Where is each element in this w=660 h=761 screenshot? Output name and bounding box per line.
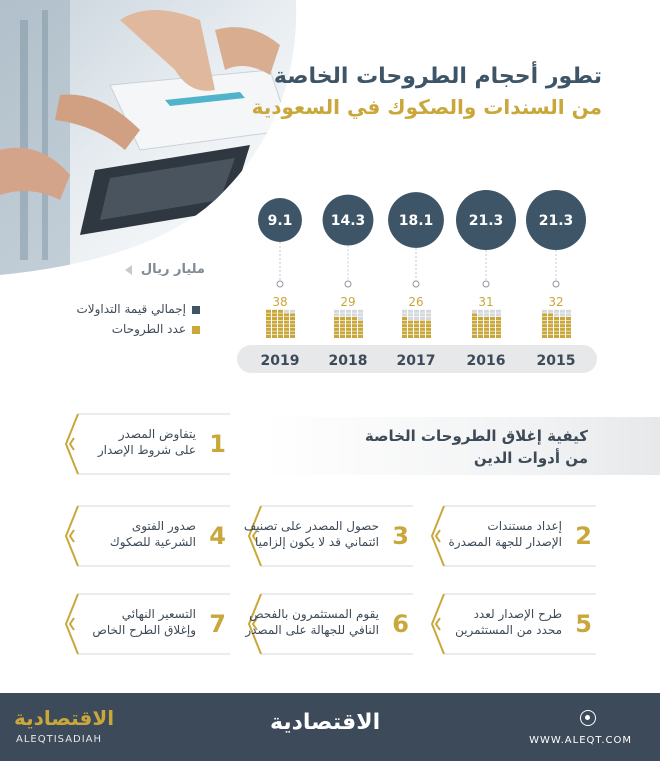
count-cell <box>548 313 553 316</box>
step-text-line2: محدد من المستثمرين <box>455 623 562 637</box>
count-cell <box>496 328 501 331</box>
count-cell <box>266 310 271 313</box>
step-text-line1: يتفاوض المصدر <box>118 427 196 441</box>
count-cell <box>426 313 431 316</box>
count-cell <box>548 335 553 338</box>
count-cell <box>278 321 283 324</box>
count-cell <box>414 321 419 324</box>
count-cell <box>542 328 547 331</box>
count-cell <box>560 324 565 327</box>
count-cell <box>272 313 277 316</box>
count-cell <box>278 310 283 313</box>
count-cell <box>484 331 489 334</box>
step-text-line1: التسعير النهائي <box>121 607 196 621</box>
globe-icon <box>580 710 596 726</box>
count-cell <box>402 321 407 324</box>
count-cell <box>346 335 351 338</box>
count-cell <box>566 321 571 324</box>
count-cell <box>278 313 283 316</box>
count-cell <box>566 328 571 331</box>
connector-dot <box>483 281 489 287</box>
count-cell <box>346 328 351 331</box>
count-cell <box>484 310 489 313</box>
count-cell <box>478 310 483 313</box>
connector-dot <box>277 281 283 287</box>
count-cell <box>284 313 289 316</box>
count-cell <box>272 324 277 327</box>
step-text-line1: حصول المصدر على تصنيف <box>243 519 379 533</box>
count-cell <box>420 331 425 334</box>
count-cell <box>420 317 425 320</box>
count-cell <box>266 328 271 331</box>
count-cell <box>284 317 289 320</box>
count-cell <box>420 310 425 313</box>
count-cell <box>352 321 357 324</box>
count-cell <box>472 321 477 324</box>
count-cell <box>478 317 483 320</box>
step-number: 4 <box>209 522 226 550</box>
step-text-line2: على شروط الإصدار <box>97 443 196 457</box>
count-cell <box>334 324 339 327</box>
count-cell <box>496 331 501 334</box>
count-cell <box>334 328 339 331</box>
count-cell <box>490 335 495 338</box>
connector-dot <box>553 281 559 287</box>
count-cell <box>414 317 419 320</box>
count-cell <box>414 328 419 331</box>
count-cell <box>358 317 363 320</box>
count-cell <box>426 335 431 338</box>
count-cell <box>490 313 495 316</box>
count-cell <box>490 328 495 331</box>
count-cell <box>542 324 547 327</box>
count-cell <box>548 317 553 320</box>
legend-count-series: عدد الطروحات <box>112 322 200 336</box>
count-cell <box>566 324 571 327</box>
count-cell <box>566 331 571 334</box>
count-cell <box>290 317 295 320</box>
count-label-2019: 38 <box>272 295 288 309</box>
step-card-7 <box>62 593 232 655</box>
count-cell <box>284 335 289 338</box>
count-cell <box>272 335 277 338</box>
value-label-2017: 18.1 <box>398 213 434 229</box>
count-cell <box>420 321 425 324</box>
value-label-2019: 9.1 <box>267 213 293 229</box>
count-cell <box>402 324 407 327</box>
count-cell <box>490 321 495 324</box>
count-cell <box>402 328 407 331</box>
year-label-2015: 2015 <box>536 353 576 369</box>
count-cell <box>426 331 431 334</box>
count-cell <box>554 321 559 324</box>
year-label-2018: 2018 <box>328 353 368 369</box>
unit-label: مليار ريال <box>125 262 205 277</box>
step-card-1 <box>62 413 232 475</box>
count-cell <box>496 335 501 338</box>
count-cell <box>484 324 489 327</box>
count-cell <box>484 321 489 324</box>
count-cell <box>272 331 277 334</box>
count-cell <box>426 328 431 331</box>
count-cell <box>408 321 413 324</box>
count-cell <box>284 331 289 334</box>
count-cell <box>278 335 283 338</box>
count-cell <box>352 324 357 327</box>
step-card-4 <box>62 505 232 567</box>
value-label-2018: 14.3 <box>330 213 366 229</box>
count-cell <box>490 331 495 334</box>
count-cell <box>352 328 357 331</box>
count-cell <box>334 317 339 320</box>
count-cell <box>346 331 351 334</box>
steps-title: كيفية إغلاق الطروحات الخاصة <box>364 427 588 445</box>
count-cell <box>266 331 271 334</box>
count-cell <box>472 335 477 338</box>
count-cell <box>334 335 339 338</box>
count-cell <box>334 310 339 313</box>
count-cell <box>560 331 565 334</box>
count-cell <box>402 310 407 313</box>
count-cell <box>334 331 339 334</box>
count-cell <box>542 313 547 316</box>
count-cell <box>284 328 289 331</box>
count-cell <box>272 310 277 313</box>
count-cell <box>272 317 277 320</box>
step-number: 3 <box>392 522 409 550</box>
count-cell <box>548 331 553 334</box>
count-cell <box>472 331 477 334</box>
count-cell <box>566 310 571 313</box>
count-cell <box>554 324 559 327</box>
step-text-line1: إعداد مستندات <box>487 519 562 533</box>
step-text-line2: الإصدار للجهة المصدرة <box>448 535 562 549</box>
count-cell <box>346 313 351 316</box>
count-cell <box>408 331 413 334</box>
count-cell <box>272 328 277 331</box>
count-cell <box>560 317 565 320</box>
year-label-2017: 2017 <box>396 353 436 369</box>
count-cell <box>560 313 565 316</box>
count-cell <box>266 335 271 338</box>
count-cell <box>472 317 477 320</box>
count-cell <box>346 310 351 313</box>
count-cell <box>414 313 419 316</box>
step-text-line1: صدور الفتوى <box>131 519 196 533</box>
count-cell <box>346 324 351 327</box>
center-logo: الاقتصادية <box>270 710 381 735</box>
count-cell <box>478 324 483 327</box>
count-cell <box>334 321 339 324</box>
count-cell <box>420 324 425 327</box>
bar-chart <box>0 0 660 380</box>
count-cell <box>408 310 413 313</box>
count-cell <box>352 335 357 338</box>
count-cell <box>472 328 477 331</box>
count-cell <box>346 317 351 320</box>
count-cell <box>358 324 363 327</box>
count-cell <box>352 310 357 313</box>
count-cell <box>548 321 553 324</box>
count-cell <box>566 317 571 320</box>
year-label-2019: 2019 <box>260 353 300 369</box>
count-cell <box>484 317 489 320</box>
count-cell <box>490 310 495 313</box>
count-cell <box>554 317 559 320</box>
count-cell <box>420 313 425 316</box>
count-cell <box>542 331 547 334</box>
connector-dot <box>345 281 351 287</box>
step-text-line2: النافي للجهالة على المصدر <box>245 623 379 637</box>
count-cell <box>542 335 547 338</box>
count-cell <box>340 335 345 338</box>
count-cell <box>566 335 571 338</box>
year-label-2016: 2016 <box>466 353 506 369</box>
count-cell <box>548 310 553 313</box>
count-cell <box>496 324 501 327</box>
step-text-line2: الشرعية للصكوك <box>109 535 196 549</box>
count-cell <box>554 328 559 331</box>
step-card-2 <box>428 505 598 567</box>
count-cell <box>560 310 565 313</box>
count-cell <box>278 328 283 331</box>
value-label-2016: 21.3 <box>468 213 504 229</box>
count-cell <box>278 324 283 327</box>
step-number: 6 <box>392 610 409 638</box>
count-cell <box>284 310 289 313</box>
count-label-2017: 26 <box>408 295 424 309</box>
count-cell <box>560 335 565 338</box>
count-cell <box>420 328 425 331</box>
step-text-line1: يقوم المستثمرون بالفحص <box>249 607 379 621</box>
count-cell <box>266 324 271 327</box>
step-text-line2: ائتماني قد لا يكون إلزاميا <box>255 535 379 549</box>
count-cell <box>542 310 547 313</box>
count-cell <box>358 310 363 313</box>
count-cell <box>334 313 339 316</box>
legend-swatch-gold <box>192 326 200 334</box>
count-cell <box>408 317 413 320</box>
connector-dot <box>413 281 419 287</box>
count-cell <box>340 321 345 324</box>
count-cell <box>426 310 431 313</box>
count-cell <box>352 331 357 334</box>
count-cell <box>340 310 345 313</box>
count-cell <box>402 335 407 338</box>
count-cell <box>554 331 559 334</box>
count-cell <box>426 317 431 320</box>
count-cell <box>484 313 489 316</box>
step-card-6 <box>245 593 415 655</box>
steps-title-box <box>262 417 660 475</box>
count-cell <box>542 317 547 320</box>
count-cell <box>478 331 483 334</box>
website-link[interactable]: WWW.ALEQT.COM <box>529 735 632 746</box>
count-cell <box>408 335 413 338</box>
count-cell <box>358 335 363 338</box>
count-cell <box>402 317 407 320</box>
step-card-3 <box>245 505 415 567</box>
count-cell <box>266 313 271 316</box>
step-text-line1: طرح الإصدار لعدد <box>473 607 562 621</box>
count-cell <box>542 321 547 324</box>
count-cell <box>496 313 501 316</box>
count-cell <box>358 328 363 331</box>
count-cell <box>408 324 413 327</box>
count-cell <box>340 331 345 334</box>
count-cell <box>358 321 363 324</box>
value-label-2015: 21.3 <box>538 213 574 229</box>
count-cell <box>554 310 559 313</box>
chart-title: تطور أحجام الطروحات الخاصة <box>273 64 602 89</box>
count-cell <box>478 328 483 331</box>
count-cell <box>402 331 407 334</box>
count-cell <box>472 324 477 327</box>
count-cell <box>566 313 571 316</box>
count-cell <box>472 313 477 316</box>
count-cell <box>290 331 295 334</box>
count-cell <box>414 335 419 338</box>
count-cell <box>548 328 553 331</box>
count-cell <box>478 313 483 316</box>
count-cell <box>560 321 565 324</box>
count-cell <box>554 313 559 316</box>
step-number: 1 <box>209 430 226 458</box>
count-cell <box>496 321 501 324</box>
count-cell <box>284 321 289 324</box>
count-cell <box>346 321 351 324</box>
count-cell <box>278 331 283 334</box>
count-cell <box>414 331 419 334</box>
count-cell <box>420 335 425 338</box>
count-cell <box>414 310 419 313</box>
count-cell <box>290 324 295 327</box>
count-cell <box>266 321 271 324</box>
legend-swatch-dark <box>192 306 200 314</box>
count-cell <box>340 328 345 331</box>
step-number: 5 <box>575 610 592 638</box>
count-cell <box>352 317 357 320</box>
count-cell <box>426 324 431 327</box>
count-cell <box>554 335 559 338</box>
count-cell <box>484 328 489 331</box>
count-cell <box>340 324 345 327</box>
count-cell <box>358 331 363 334</box>
count-cell <box>560 328 565 331</box>
count-cell <box>408 313 413 316</box>
count-cell <box>472 310 477 313</box>
count-cell <box>548 324 553 327</box>
count-cell <box>496 310 501 313</box>
count-cell <box>358 313 363 316</box>
count-cell <box>340 313 345 316</box>
count-cell <box>290 310 295 313</box>
logo-latin: ALEQTISADIAH <box>16 734 103 745</box>
steps-subtitle: من أدوات الدين <box>473 449 588 467</box>
step-card-5 <box>428 593 598 655</box>
count-cell <box>290 321 295 324</box>
count-cell <box>402 313 407 316</box>
count-cell <box>352 313 357 316</box>
count-cell <box>290 335 295 338</box>
count-cell <box>408 328 413 331</box>
count-cell <box>266 317 271 320</box>
count-cell <box>490 317 495 320</box>
count-cell <box>478 321 483 324</box>
count-cell <box>340 317 345 320</box>
count-cell <box>426 321 431 324</box>
step-number: 7 <box>209 610 226 638</box>
legend-value-series: إجمالي قيمة التداولات <box>76 302 200 316</box>
count-cell <box>290 313 295 316</box>
count-cell <box>284 324 289 327</box>
count-cell <box>490 324 495 327</box>
count-cell <box>478 335 483 338</box>
logo: الاقتصادية <box>14 706 115 730</box>
count-label-2018: 29 <box>340 295 356 309</box>
count-label-2016: 31 <box>478 295 494 309</box>
chart-subtitle: من السندات والصكوك في السعودية <box>251 95 602 119</box>
step-number: 2 <box>575 522 592 550</box>
count-cell <box>290 328 295 331</box>
step-text-line2: وإغلاق الطرح الخاص <box>92 623 196 637</box>
count-cell <box>496 317 501 320</box>
count-cell <box>272 321 277 324</box>
count-cell <box>484 335 489 338</box>
count-cell <box>278 317 283 320</box>
count-cell <box>414 324 419 327</box>
count-label-2015: 32 <box>548 295 564 309</box>
